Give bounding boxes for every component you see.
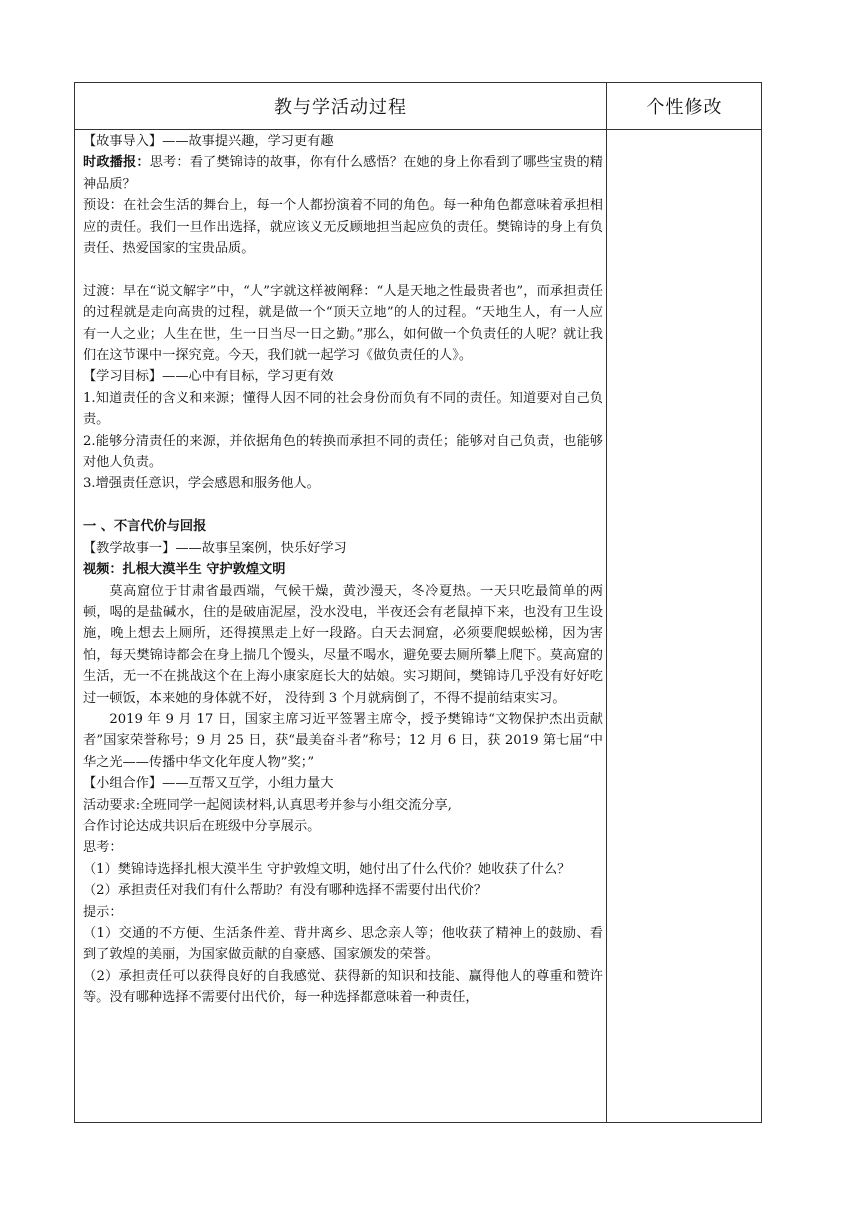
spacer [83,495,603,516]
story1-tag: 【教学故事一】 [83,540,176,556]
column-divider [606,83,607,1122]
story-intro-tag: 【故事导入】 [83,134,163,149]
group-heading [83,773,603,794]
transition-paragraph: 过渡：早在“说文解字”中，“人”字就这样被阐释：“人是天地之性最贵者也”，而承担责任的过程就是走向高贵的过程，就是做一个“顶天立地”的人的过程。“天地生人，有一人应有一人之业；人生在世，生一日当尽一日之勤。”那么，如何做一个负责任的人呢？就让我们在这节课中一探究竟。今天，我们就一起学习《做负责任的人》。 [83,283,603,364]
spacer [83,259,603,280]
award-paragraph: 2019 年 9 月 17 日，国家主席习近平签署主席令，授予樊锦诗“文物保护杰出贡献者”国家荣誉称号；9 月 25 日，获“最美奋斗者”称号；12 月 6 日，获 2019 第七届“中华之光——传播中华文化年度人物”奖；” [83,711,603,770]
activity-line-1: 活动要求:全班同学一起阅读材料,认真思考并参与小组交流分享, [83,797,452,813]
header-teaching-process: 教与学活动过程 [274,97,407,118]
video-title: 视频：扎根大漠半生 守护敦煌文明 [83,562,286,578]
story1-text: ——故事呈案例，快乐好学习 [175,540,347,556]
mogao-paragraph: 莫高窟位于甘肃省最西端，气候干燥，黄沙漫天，冬冷夏热。一天只吃最简单的两顿，喝的是盐碱水，住的是破庙泥屋，没水没电，半夜还会有老鼠掉下来，也没有卫生设施，晚上想去上厕所，还得摸黑走上好一段路。白天去洞窟，必须要爬蜈蚣梯，因为害怕，每天樊锦诗都会在身上揣几个馒头，尽量不喝水，避免要去厕所攀上爬下。莫高窟的生活，无一不在挑战这个在上海小康家庭长大的姑娘。实习期间，樊锦诗几乎没有好好吃过一顿饭，本来她的身体就不好， 没待到 3 个月就病倒了，不得不提前结束实习。 [83,583,603,706]
news-paragraph [83,152,603,195]
goal-tag: 【学习目标】 [83,369,163,385]
goal-item-1: 1.知道责任的含义和来源；懂得人因不同的社会身份而负有不同的责任。知道要对自己负责。 [83,390,603,428]
hint-label: 提示： [83,904,123,920]
think-label: 思考： [83,840,123,856]
header-personal-revision: 个性修改 [646,97,723,118]
story1-heading [83,538,603,559]
group-tag: 【小组合作】 [83,776,163,792]
goal-item-3: 3.增强责任意识，学会感恩和服务他人。 [83,476,320,492]
section-1-heading: 一 、不言代价与回报 [83,519,207,535]
preset-paragraph: 预设：在社会生活的舞台上，每一个人都扮演着不同的角色。每一种角色都意味着承担相应的责任。我们一旦作出选择，就应该义无反顾地担当起应负的责任。樊锦诗的身上有负责任、热爱国家的宝贵品质。 [83,198,603,257]
goal-text: ——心中有目标，学习更有效 [162,369,334,385]
table-header-row [75,83,761,130]
question-1: （1）樊锦诗选择扎根大漠半生 守护敦煌文明，她付出了什么代价？她收获了什么？ [83,861,571,877]
story-intro-text: ——故事提兴趣，学习更有趣 [162,134,334,149]
goal-item-2: 2.能够分清责任的来源，并依据角色的转换而承担不同的责任；能够对自己负责，也能够对他人负责。 [83,433,603,471]
news-text: 思考：看了樊锦诗的故事，你有什么感悟？在她的身上你看到了哪些宝贵的精神品质？ [83,155,603,192]
question-2: （2）承担责任对我们有什么帮助？有没有哪种选择不需要付出代价？ [83,883,488,899]
news-label: 时政播报： [83,155,150,171]
lesson-content [83,131,603,1009]
group-text: ——互帮又互学，小组力量大 [162,776,334,792]
lesson-table [74,82,762,1123]
answer-2: （2）承担责任可以获得良好的自我感觉、获得新的知识和技能、赢得他人的尊重和赞许等。没有哪种选择不需要付出代价，每一种选择都意味着一种责任， [83,968,603,1006]
story-intro-line [83,131,603,152]
activity-line-2: 合作讨论达成共识后在班级中分享展示。 [83,818,321,834]
goal-heading [83,366,603,387]
answer-1: （1）交通的不方便、生活条件差、背井离乡、思念亲人等；他收获了精神上的鼓励、看到了敦煌的美丽，为国家做贡献的自豪感、国家颁发的荣誉。 [83,926,603,963]
